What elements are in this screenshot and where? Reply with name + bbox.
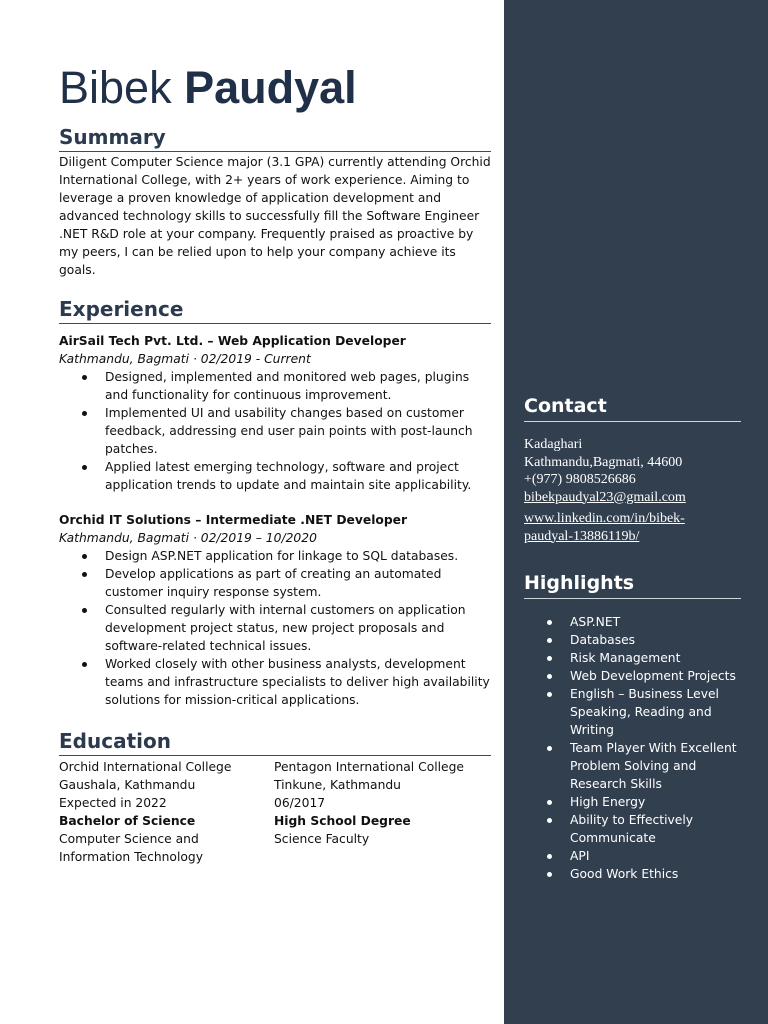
- school-degree: Bachelor of Science: [59, 814, 196, 828]
- job-title: AirSail Tech Pvt. Ltd. – Web Application Developer: [59, 334, 406, 348]
- job-bullet: Applied latest emerging technology, software and project application trends to update and maintain site applicability.: [105, 458, 491, 494]
- candidate-name: [59, 62, 357, 114]
- last-name: Paudyal: [184, 62, 357, 113]
- education-heading: Education: [59, 729, 491, 756]
- highlights-list: [524, 613, 754, 883]
- highlight-item: Good Work Ethics: [570, 865, 754, 883]
- job-meta: Kathmandu, Bagmati · 02/2019 – 10/2020: [59, 531, 317, 545]
- linkedin-line[interactable]: paudyal-13886119b/: [524, 528, 640, 544]
- job-bullet: Consulted regularly with internal customers on application development project status, new project proposals and software-related technical issues.: [105, 601, 491, 655]
- first-name: Bibek: [59, 62, 172, 113]
- school-location: Gaushala, Kathmandu: [59, 778, 196, 792]
- highlight-item: Risk Management: [570, 649, 754, 667]
- highlight-item: High Energy: [570, 793, 754, 811]
- summary-heading: Summary: [59, 125, 491, 152]
- education-entry: [274, 758, 479, 848]
- experience-heading: Experience: [59, 297, 491, 324]
- school-name: Pentagon International College: [274, 760, 464, 774]
- job-bullets: [59, 547, 491, 709]
- job-bullet: Design ASP.NET application for linkage to SQL databases.: [105, 547, 491, 565]
- email-link[interactable]: bibekpaudyal23@gmail.com: [524, 489, 686, 505]
- job-bullet: Implemented UI and usability changes based on customer feedback, addressing end user pain points with post-launch patches.: [105, 404, 491, 458]
- school-field: Science Faculty: [274, 832, 370, 846]
- highlight-item: Team Player With Excellent Problem Solving and Research Skills: [570, 739, 754, 793]
- highlight-item: Web Development Projects: [570, 667, 754, 685]
- job-meta: Kathmandu, Bagmati · 02/2019 - Current: [59, 352, 311, 366]
- phone-number: +(977) 9808526686: [524, 472, 636, 487]
- school-degree: High School Degree: [274, 814, 411, 828]
- summary-paragraph: Diligent Computer Science major (3.1 GPA) currently attending Orchid International College, with 2+ years of work experience. Aiming to leverage a proven knowledge of application development and advanced technology skills to successfully fill the Software Engineer .NET R&D role at your company. Frequently praised as proactive by my peers, I can be relied upon to help your company achieve its goals.: [59, 155, 491, 277]
- linkedin-line[interactable]: www.linkedin.com/in/bibek-: [524, 511, 685, 526]
- highlight-item: ASP.NET: [570, 613, 754, 631]
- job-bullet: Develop applications as part of creating an automated customer inquiry response system.: [105, 565, 491, 601]
- school-name: Orchid International College: [59, 760, 232, 774]
- address-line: Kadaghari: [524, 437, 583, 452]
- job-bullet: Worked closely with other business analysts, development teams and infrastructure specialists to deliver high availability solutions for mission-critical applications.: [105, 657, 490, 707]
- education-entry: [59, 758, 264, 866]
- contact-details: [524, 436, 754, 545]
- job-entry: [59, 511, 491, 709]
- job-entry: [59, 332, 491, 494]
- job-bullets: [59, 368, 491, 494]
- school-field: Computer Science and Information Technology: [59, 832, 203, 864]
- highlight-item: English – Business Level Speaking, Reading and Writing: [570, 685, 754, 739]
- school-location: Tinkune, Kathmandu: [274, 778, 401, 792]
- highlights-heading: Highlights: [524, 571, 741, 599]
- school-date: Expected in 2022: [59, 796, 167, 810]
- highlights-bullets: [524, 613, 754, 883]
- sidebar: [504, 0, 768, 1024]
- school-date: 06/2017: [274, 796, 326, 810]
- linkedin-link[interactable]: [524, 510, 754, 545]
- highlight-item: API: [570, 847, 754, 865]
- highlight-item: Databases: [570, 631, 754, 649]
- highlight-item: Ability to Effectively Communicate: [570, 811, 754, 847]
- summary-text: [59, 153, 491, 279]
- job-bullet: Designed, implemented and monitored web pages, plugins and functionality for continuous improvement.: [105, 368, 491, 404]
- job-title: Orchid IT Solutions – Intermediate .NET Developer: [59, 513, 408, 527]
- education-list: [59, 758, 491, 868]
- experience-list: [59, 332, 491, 709]
- address-line: Kathmandu,Bagmati, 44600: [524, 454, 683, 470]
- contact-heading: Contact: [524, 394, 741, 422]
